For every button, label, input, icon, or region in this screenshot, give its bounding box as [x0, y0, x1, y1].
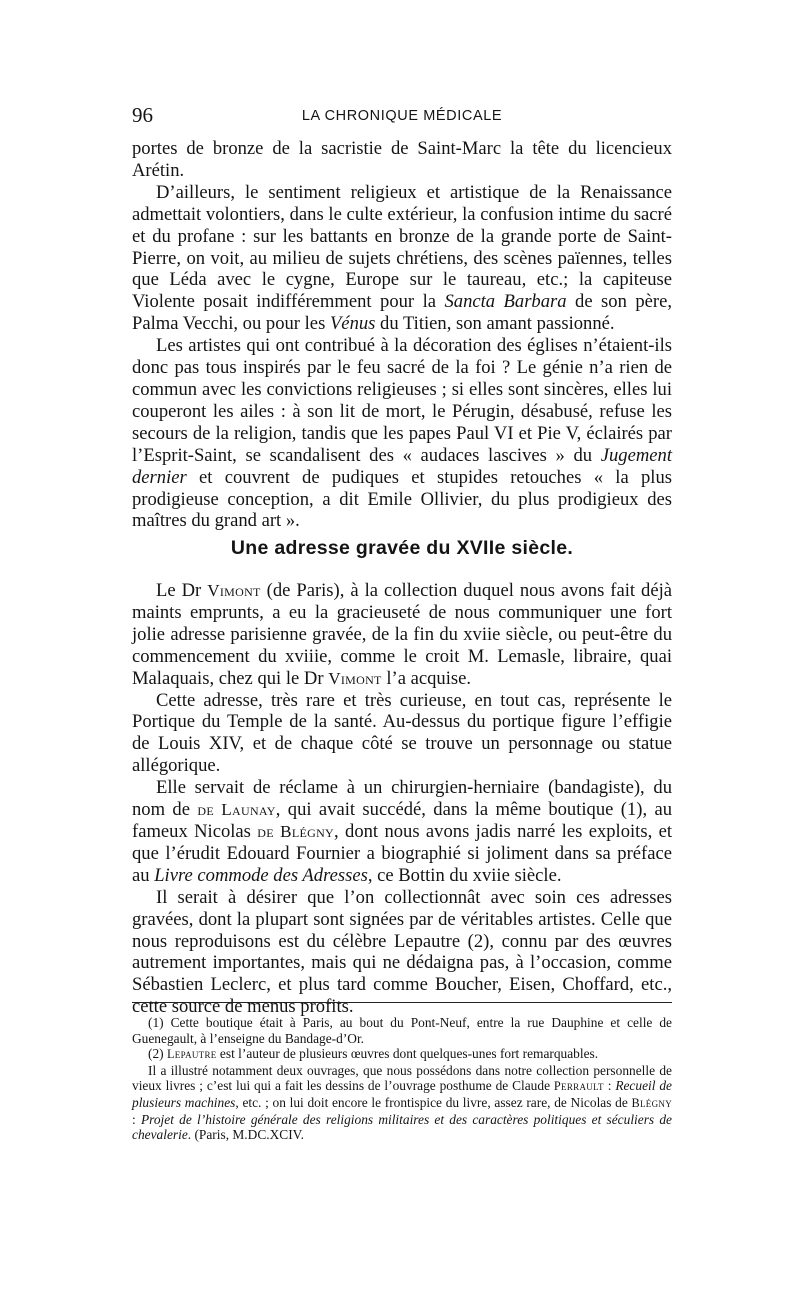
article-body [132, 580, 672, 1018]
paragraph-5 [132, 690, 672, 778]
italic-title: Vénus [329, 313, 376, 335]
text-run: (1) Cette boutique était à Paris, au bout du Pont-Neuf, entre la rue Dauphine et celle de Guenegault, à l’enseigne du Bandage-d’Or. [132, 1015, 672, 1046]
text-run: est l’auteur de plusieurs œuvres dont quelques-unes fort remarquables. [216, 1046, 599, 1062]
text-run: , qui avait succédé, dans la même boutique (1), au fameux Nicolas [132, 799, 673, 842]
text-run: et couvrent de pudiques et stupides retouches « la plus prodigieuse conception, a dit Emile Ollivier, du plus prodigieux des maîtres du grand art ». [132, 466, 672, 532]
text-run: Les artistes qui ont contribué à la décoration des églises n’étaient-ils donc pas tous inspirés par le feu sacré de la foi ? Le génie n’a rien de commun avec les convictions religieuses ; si elles sont sincères, elles lui couperont les ailes : à son lit de mort, le Pérugin, désabusé, refuse les secours de la religion, tandis que les papes Paul VI et Pie V, éclairés par l’Esprit-Saint, se scandalisent des « audaces lascives » du [132, 335, 672, 466]
footnote-2-continued [132, 1063, 672, 1143]
small-caps-name: Perrault [553, 1079, 604, 1094]
small-caps-name: Lepautre [166, 1047, 217, 1062]
text-run: de son père, Palma Vecchi, ou pour les [132, 291, 672, 335]
text-run: : [603, 1078, 616, 1094]
italic-title: Projet de l’histoire générale des religions militaires et des caractères politiques et séculiers de chevalerie [132, 1111, 672, 1143]
text-run: , ce Bottin du xviie siècle. [367, 864, 562, 886]
text-run: D’ailleurs, le sentiment religieux et artistique de la Renaissance admettait volontiers, dans le culte extérieur, la confusion intime du sacré et du profane : sur les battants en bronze de la grande porte de Saint-Pierre, on voit, au milieu de sujets chrétiens, des scènes païennes, telles que Léda avec le cygne, Europe sur le taureau, etc.; la capiteuse Violente posait indifféremment pour la [132, 181, 672, 313]
footnote-1 [132, 1015, 672, 1046]
paragraph-1 [132, 138, 672, 182]
text-run: portes de bronze de la sacristie de Saint-Marc la tête du licencieux Arétin. [132, 138, 672, 181]
text-run: Il a illustré notamment deux ouvrages, que nous possédons dans notre collection personnelle de vieux livres ; c’est lui qui a fait les dessins de l’ouvrage posthume de Claude [132, 1062, 672, 1094]
text-run: (de Paris), à la collection duquel nous avons fait déjà maints emprunts, a eu la gracieuseté de nous communiquer une fort jolie adresse parisienne gravée, de la fin du xviie siècle, ou peut-être du commencement du xviiie, comme le croit M. Lemasle, libraire, quai Malaquais, chez qui le Dr [132, 580, 672, 689]
small-caps-name: Vimont [207, 581, 261, 600]
text-run: Il serait à désirer que l’on collectionnât avec soin ces adresses gravées, dont la plupart sont signées par de véritables artistes. Celle que nous reproduisons est du célèbre Lepautre (2), connu par des œuvres autrement importantes, mais qui ne dédaigna pas, à l’occasion, comme Sébastien Leclerc, et plus tard comme Boucher, Eisen, Choffard, etc., cette source de menus profits. [132, 886, 672, 1018]
paragraph-6 [132, 777, 672, 887]
section-title: Une adresse gravée du XVIIe siècle. [230, 537, 574, 559]
running-head: LA CHRONIQUE MÉDICALE [301, 108, 503, 124]
text-run: Cette adresse, très rare et très curieuse, en tout cas, représente le Portique du Temple de la santé. Au-dessus du portique figure l’effigie de Louis XIV, et de chaque côté se trouve un personnage ou statue allégorique. [132, 689, 672, 777]
small-caps-name: de Launay [197, 800, 276, 820]
text-run: : [132, 1111, 141, 1127]
italic-title: Sancta Barbara [444, 291, 567, 313]
article-continuation [132, 138, 672, 532]
footnote-divider [132, 1002, 672, 1003]
footnotes [132, 1015, 672, 1143]
page-number: 96 [132, 103, 153, 127]
text-run: l’a acquise. [381, 667, 471, 689]
paragraph-7 [132, 887, 672, 1018]
page-header [132, 103, 672, 129]
text-run: (2) [148, 1046, 167, 1062]
paragraph-2 [132, 182, 672, 335]
paragraph-3 [132, 335, 672, 532]
text-run: , etc. ; on lui doit encore le frontispice du livre, assez rare, de Nicolas de [235, 1094, 632, 1110]
text-run: Le Dr [156, 580, 208, 601]
paragraph-4 [132, 580, 672, 690]
text-run: . (Paris, M.DC.XCIV. [187, 1127, 304, 1143]
text-run: du Titien, son amant passionné. [375, 313, 615, 335]
small-caps-name: Blégny [631, 1095, 672, 1110]
footnote-2 [132, 1046, 672, 1063]
text-run: Elle servait de réclame à un chirurgien-herniaire (bandagiste), du nom de [132, 777, 672, 821]
small-caps-name: de Blégny [257, 821, 335, 841]
small-caps-name: Vimont [328, 668, 382, 688]
italic-title: Livre commode des Adresses [154, 864, 368, 886]
text-run: , dont nous avons jadis narré les exploits, et que l’érudit Edouard Fournier a biographié si joliment dans sa préface au [132, 820, 672, 886]
italic-title: Jugement dernier [132, 444, 672, 488]
italic-title: Recueil de plusieurs machines [132, 1078, 672, 1110]
